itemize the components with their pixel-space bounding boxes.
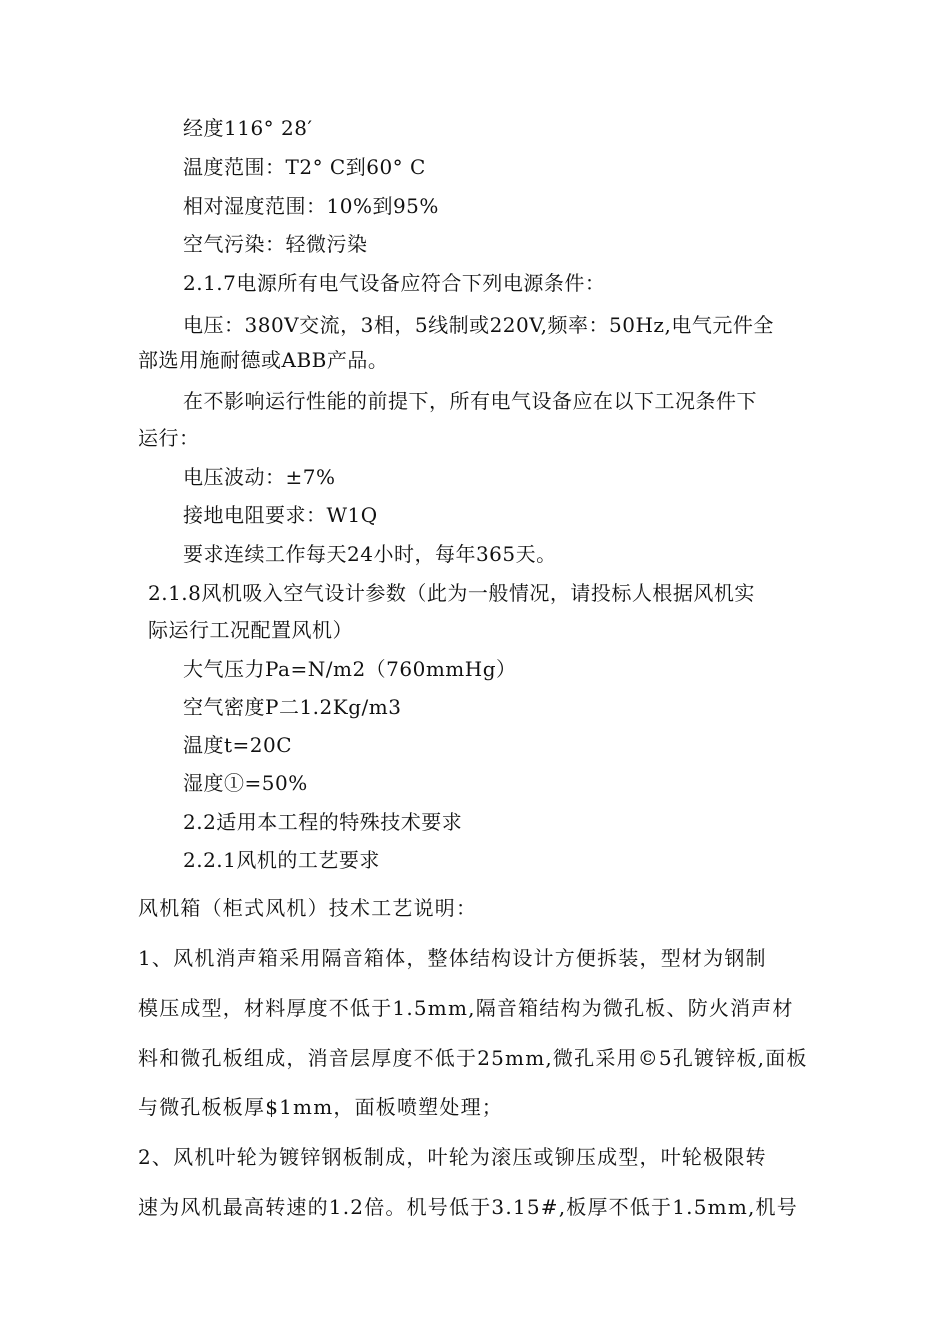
- text-line-longitude: 经度116° 28′: [183, 116, 313, 140]
- text-line-item1-line2: 模压成型，材料厚度不低于1.5mm,隔音箱结构为微孔板、防火消声材: [138, 996, 794, 1020]
- text-line-continuous-operation: 要求连续工作每天24小时，每年365天。: [183, 542, 557, 566]
- text-line-item2-line1: 2、风机叶轮为镀锌钢板制成，叶轮为滚压或铆压成型，叶轮极限转: [138, 1145, 767, 1169]
- text-line-atmospheric-pressure: 大气压力Pa=N/m2（760mmHg）: [183, 657, 517, 681]
- text-line-item1-line1: 1、风机消声箱采用隔音箱体，整体结构设计方便拆装，型材为钢制: [138, 946, 767, 970]
- text-line-voltage-cont: 部选用施耐德或ABB产品。: [138, 348, 389, 372]
- section-heading-2-1-8: 2.1.8风机吸入空气设计参数（此为一般情况，请投标人根据风机实: [148, 581, 755, 605]
- text-line-item2-line2: 速为风机最高转速的1.2倍。机号低于3.15#,板厚不低于1.5mm,机号: [138, 1195, 798, 1219]
- text-line-humidity-range: 相对湿度范围：10%到95%: [183, 194, 439, 218]
- text-line-voltage: 电压：380V交流，3相，5线制或220V,频率：50Hz,电气元件全: [183, 313, 774, 337]
- text-line-temperature: 温度t=20C: [183, 733, 293, 757]
- section-heading-2-2-1: 2.2.1风机的工艺要求: [183, 848, 380, 872]
- section-heading-2-1-8-cont: 际运行工况配置风机）: [148, 618, 353, 642]
- text-line-temperature-range: 温度范围：T2° C到60° C: [183, 155, 426, 179]
- text-line-air-density: 空气密度P二1.2Kg/m3: [183, 695, 402, 719]
- text-line-fan-box-title: 风机箱（柜式风机）技术工艺说明：: [138, 896, 478, 920]
- section-heading-2-1-7: 2.1.7电源所有电气设备应符合下列电源条件：: [183, 271, 606, 295]
- text-line-operating-conditions-cont: 运行：: [138, 426, 200, 450]
- text-line-item1-line3: 料和微孔板组成，消音层厚度不低于25mm,微孔采用©5孔镀锌板,面板: [138, 1046, 808, 1070]
- section-heading-2-2: 2.2适用本工程的特殊技术要求: [183, 810, 463, 834]
- text-line-grounding-resistance: 接地电阻要求：W1Q: [183, 503, 378, 527]
- text-line-operating-conditions: 在不影响运行性能的前提下，所有电气设备应在以下工况条件下: [183, 389, 757, 413]
- text-line-air-pollution: 空气污染：轻微污染: [183, 232, 368, 256]
- text-line-voltage-fluctuation: 电压波动：±7%: [183, 465, 336, 489]
- text-line-humidity: 湿度①=50%: [183, 771, 308, 795]
- text-line-item1-line4: 与微孔板板厚$1mm，面板喷塑处理；: [138, 1095, 503, 1119]
